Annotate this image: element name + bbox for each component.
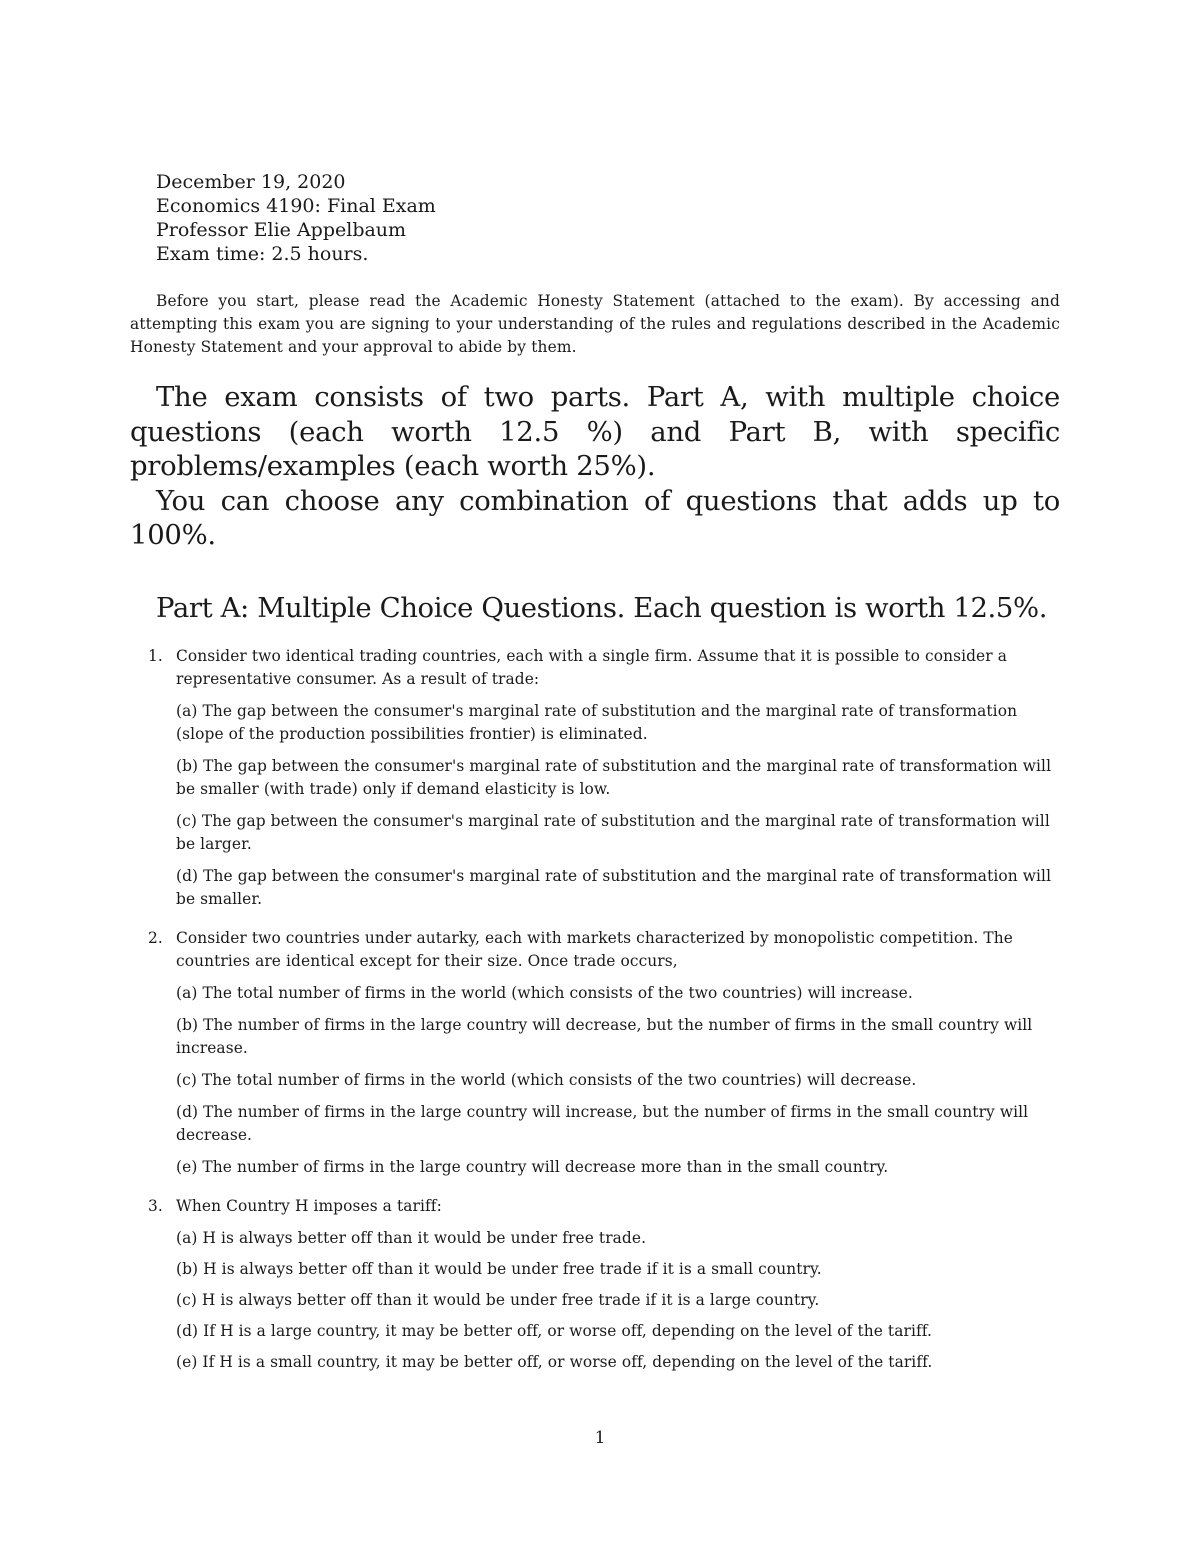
exam-header	[156, 170, 956, 266]
question-2	[130, 927, 1060, 1179]
academic-honesty-notice: Before you start, please read the Academic Honesty Statement (attached to the exam). By accessing and attempting this exam you are signing to your understanding of the rules and regulations described in the Academic Honesty Statement and your approval to abide by them.	[130, 292, 1060, 356]
option-e: (e) The number of firms in the large country will decrease more than in the small country.	[176, 1158, 889, 1176]
option-e: (e) If H is a small country, it may be better off, or worse off, depending on the level of the tariff.	[176, 1353, 933, 1371]
option-a: (a) The total number of firms in the world (which consists of the two countries) will increase.	[176, 984, 913, 1002]
option-b: (b) H is always better off than it would be under free trade if it is a small country.	[176, 1260, 822, 1278]
question-1	[130, 645, 1060, 911]
option-a: (a) The gap between the consumer's marginal rate of substitution and the marginal rate of transformation (slope of the production possibilities frontier) is eliminated.	[176, 702, 1018, 743]
page-number: 1	[594, 1428, 606, 1448]
question-number: 1.	[148, 647, 163, 665]
question-list	[130, 645, 1060, 1382]
exam-date: December 19, 2020	[156, 171, 346, 193]
question-number: 3.	[148, 1197, 163, 1215]
option-c: (c) H is always better off than it would be under free trade if it is a large country.	[176, 1291, 820, 1309]
option-d: (d) The number of firms in the large country will increase, but the number of firms in the small country will decrease.	[176, 1103, 1029, 1144]
option-a: (a) H is always better off than it would be under free trade.	[176, 1229, 647, 1247]
course-title: Economics 4190: Final Exam	[156, 195, 436, 217]
question-stem: When Country H imposes a tariff:	[176, 1197, 442, 1215]
part-a-heading: Part A: Multiple Choice Questions. Each question is worth 12.5%.	[156, 592, 1048, 624]
question-3	[130, 1195, 1060, 1374]
exam-instructions	[130, 380, 1060, 553]
option-d: (d) The gap between the consumer's marginal rate of substitution and the marginal rate of transformation will be smaller.	[176, 867, 1052, 908]
question-number: 2.	[148, 929, 163, 947]
question-stem: Consider two countries under autarky, each with markets characterized by monopolistic competition. The countries are identical except for their size. Once trade occurs,	[176, 929, 1013, 970]
instructions-parts: The exam consists of two parts. Part A, with multiple choice questions (each worth 12.5 %) and Part B, with specific problems/examples (each worth 25%).	[130, 381, 1060, 482]
question-stem: Consider two identical trading countries, each with a single firm. Assume that it is possible to consider a representative consumer. As a result of trade:	[176, 647, 1007, 688]
option-b: (b) The gap between the consumer's marginal rate of substitution and the marginal rate of transformation will be smaller (with trade) only if demand elasticity is low.	[176, 757, 1052, 798]
option-c: (c) The total number of firms in the world (which consists of the two countries) will decrease.	[176, 1071, 917, 1089]
professor-name: Professor Elie Appelbaum	[156, 219, 407, 241]
option-c: (c) The gap between the consumer's marginal rate of substitution and the marginal rate of transformation will be larger.	[176, 812, 1050, 853]
exam-duration: Exam time: 2.5 hours.	[156, 243, 369, 265]
option-d: (d) If H is a large country, it may be better off, or worse off, depending on the level of the tariff.	[176, 1322, 933, 1340]
instructions-combination: You can choose any combination of questions that adds up to 100%.	[130, 484, 1060, 551]
option-b: (b) The number of firms in the large country will decrease, but the number of firms in the small country will increase.	[176, 1016, 1033, 1057]
